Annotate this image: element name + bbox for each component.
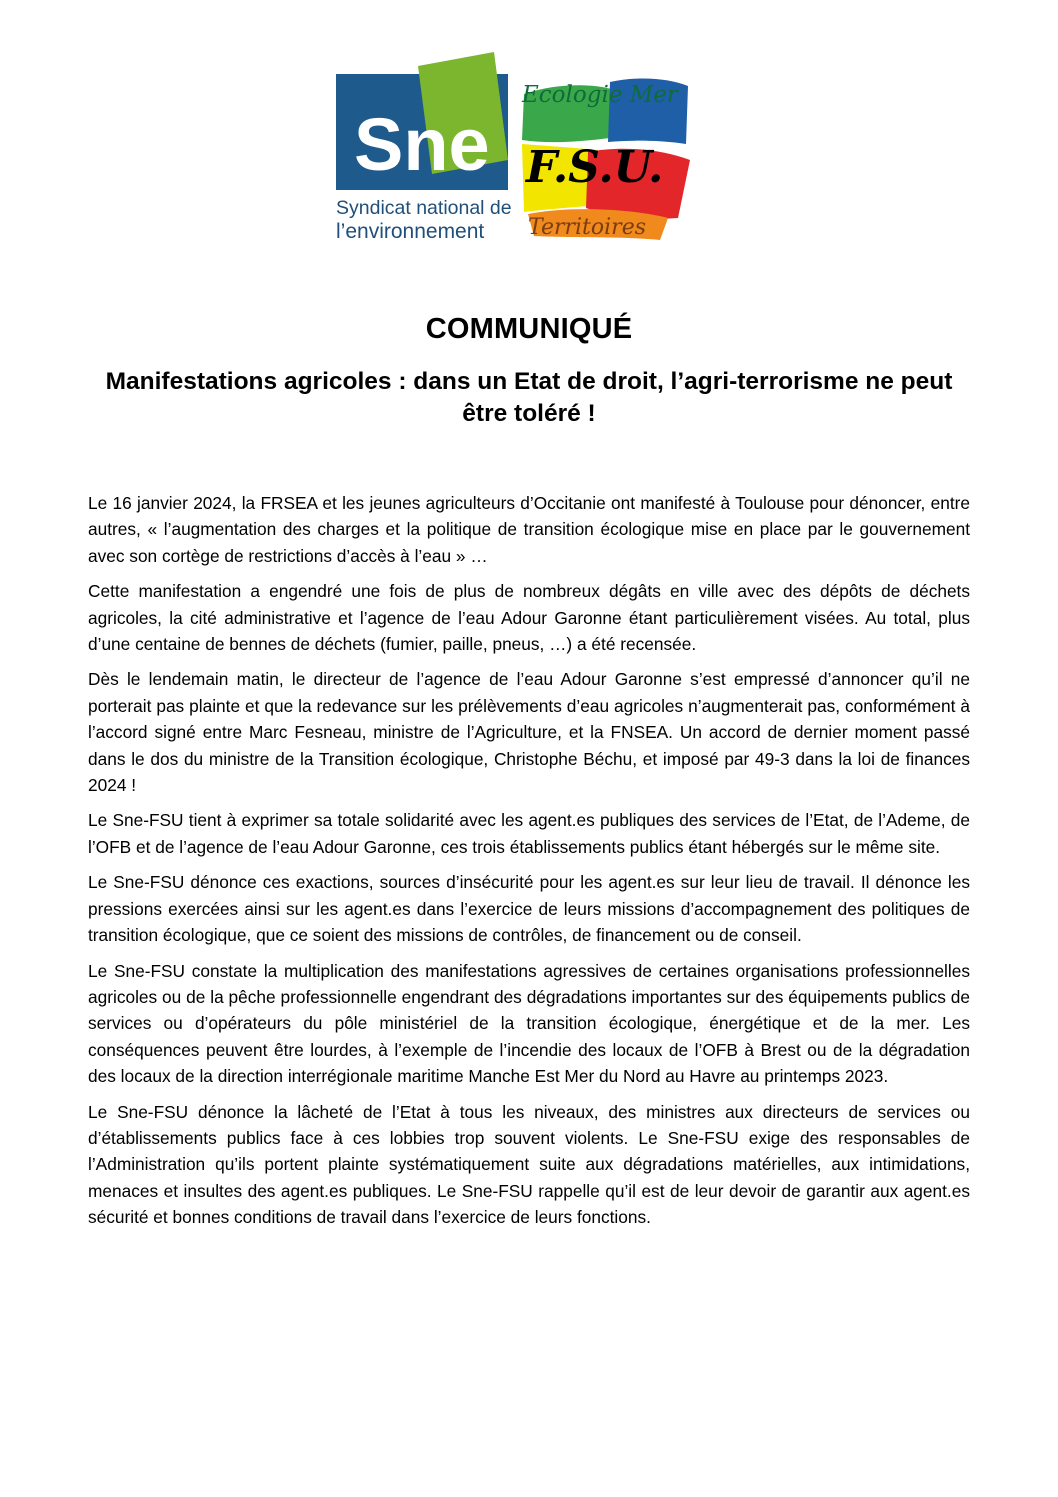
- fsu-territoires-text: Territoires: [528, 215, 647, 240]
- page-subtitle: Manifestations agricoles : dans un Etat de droit, l’agri-terrorisme ne peut être toléré !: [105, 368, 953, 427]
- sne-logo-graphic: [336, 52, 512, 244]
- sne-tagline-line1: Syndicat national de: [336, 197, 512, 219]
- paragraph-2: Cette manifestation a engendré une fois de plus de nombreux dégâts en ville avec des dépôts de déchets agricoles, la cité administrative et l’agence de l’eau Adour Garonne étant particulièrement visées. Au total, plus d’une centaine de bennes de déchets (fumier, paille, pneus, …) a été recensée.: [88, 581, 970, 655]
- document-body: [88, 490, 970, 1240]
- sne-logo: [336, 52, 512, 244]
- paragraph-4: Le Sne-FSU tient à exprimer sa totale solidarité avec les agent.es publiques des services de l’Etat, de l’Ademe, de l’OFB et de l’agence de l’eau Adour Garonne, ces trois établissements publics étant hébergés sur le même site.: [88, 810, 970, 857]
- fsu-acronym-text: F.S.U.: [526, 142, 664, 193]
- paragraph-7: Le Sne-FSU dénonce la lâcheté de l’Etat à tous les niveaux, des ministres aux directeurs de services ou d’établissements publics face à ces lobbies trop souvent violents. Le Sne-FSU exige des responsables de l’Administration qu’ils portent plainte systématiquement suite aux dégradations matérielles, aux intimidations, menaces et insultes des agent.es publiques. Le Sne-FSU rappelle qu’il est de leur devoir de garantir aux agent.es sécurité et bonnes conditions de travail dans l’exercice de leurs fonctions.: [88, 1101, 970, 1228]
- paragraph-6: Le Sne-FSU constate la multiplication des manifestations agressives de certaines organisations professionnelles agricoles ou de la pêche professionnelle engendrant des dégradations importantes sur des équipements publics de services ou d’opérateurs du pôle ministériel de la transition écologique, énergétique et de la mer. Les conséquences peuvent être lourdes, à l’exemple de l’incendie des locaux de l’OFB à Brest ou de la dégradation des locaux de la direction interrégionale maritime Manche Est Mer du Nord au Havre au printemps 2023.: [88, 960, 970, 1087]
- fsu-logo: [518, 68, 696, 246]
- sne-wordmark: Sne: [354, 103, 490, 186]
- fsu-logo-graphic: [518, 68, 696, 246]
- paragraph-3: Dès le lendemain matin, le directeur de l’agence de l’eau Adour Garonne s’est empressé d’annoncer qu’il ne porterait pas plainte et que la redevance sur les prélèvements d’eau agricoles n’augmenterait pas, conformément à l’accord signé entre Marc Fesneau, ministre de l’Agriculture, et la FNSEA. Un accord de dernier moment passé dans le dos du ministre de la Transition écologique, Christophe Béchu, et imposé par 49-3 dans la loi de finances 2024 !: [88, 669, 970, 796]
- fsu-ecologie-mer-text: Ecologie Mer: [522, 82, 678, 108]
- paragraph-1: Le 16 janvier 2024, la FRSEA et les jeunes agriculteurs d’Occitanie ont manifesté à Toulouse pour dénoncer, entre autres, « l’augmentation des charges et la politique de transition écologique mise en place par le gouvernement avec son cortège de restrictions d’accès à l’eau » …: [88, 493, 970, 566]
- page-title: COMMUNIQUÉ: [425, 313, 633, 345]
- paragraph-5: Le Sne-FSU dénonce ces exactions, sources d’insécurité pour les agent.es sur leur lieu de travail. Il dénonce les pressions exercées ainsi sur les agent.es dans l’exercice de leurs missions d’accompagnement des politiques de transition écologique, que ce soient des missions de contrôles, de financement ou de conseil.: [88, 872, 970, 946]
- sne-tagline-line2: l’environnement: [336, 220, 485, 243]
